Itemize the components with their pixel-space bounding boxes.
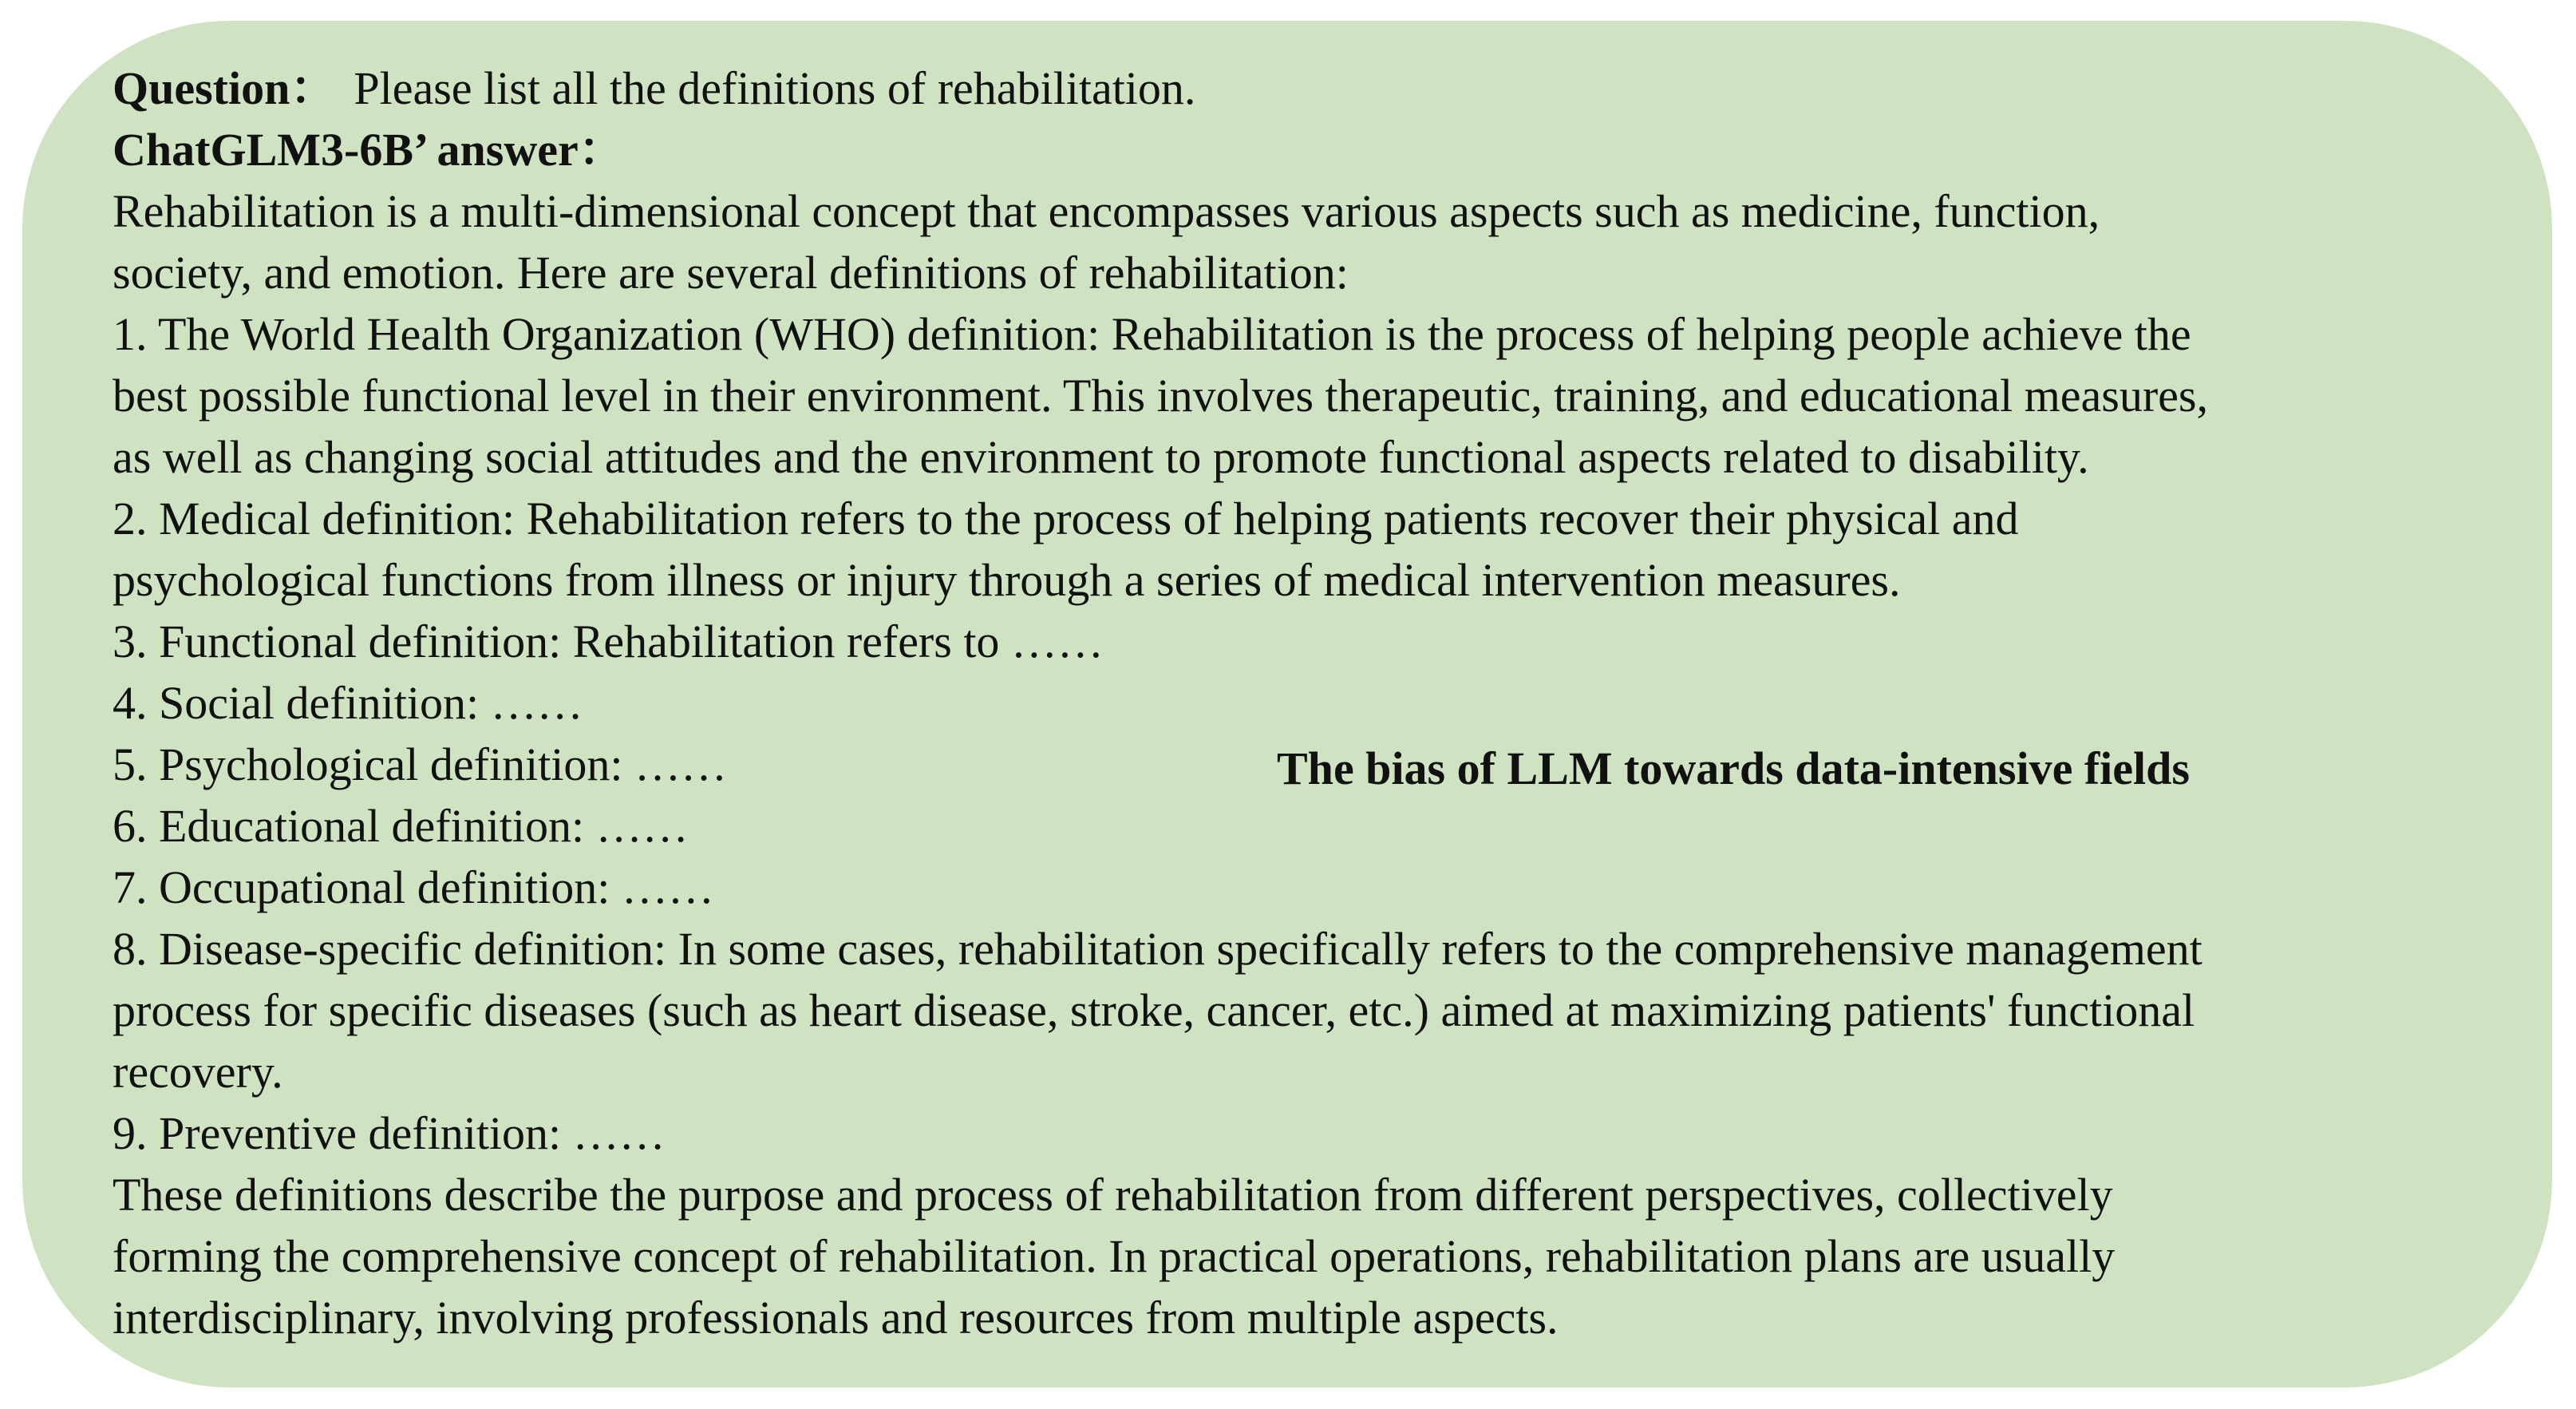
answer-line: recovery.	[113, 1046, 283, 1098]
answer-line: 4. Social definition: ……	[113, 677, 583, 729]
answer-line: process for specific diseases (such as heart disease, stroke, cancer, etc.) aimed at maximizing patients' functional	[113, 984, 2195, 1036]
question-line	[113, 57, 2499, 119]
answer-label: ChatGLM3-6B’ answer：	[113, 124, 625, 176]
question-text: Please list all the definitions of rehabilitation.	[354, 62, 1196, 114]
answer-line: 6. Educational definition: ……	[113, 800, 689, 852]
answer-line: 7. Occupational definition: ……	[113, 861, 714, 913]
answer-line: 8. Disease-specific definition: In some cases, rehabilitation specifically refers to the comprehensive management	[113, 923, 2203, 975]
question-label: Question：	[113, 62, 337, 114]
answer-line: forming the comprehensive concept of rehabilitation. In practical operations, rehabilitation plans are usually	[113, 1230, 2116, 1282]
answer-line: 9. Preventive definition: ……	[113, 1107, 666, 1159]
qa-content	[113, 57, 2499, 1348]
answer-line: best possible functional level in their environment. This involves therapeutic, training, and educational measures,	[113, 370, 2208, 422]
answer-line: psychological functions from illness or injury through a series of medical intervention measures.	[113, 554, 1901, 606]
answer-line: 5. Psychological definition: ……	[113, 738, 728, 790]
answer-line: Rehabilitation is a multi-dimensional concept that encompasses various aspects such as medicine, function,	[113, 185, 2100, 237]
answer-line: 1. The World Health Organization (WHO) definition: Rehabilitation is the process of helping people achieve the	[113, 308, 2191, 360]
answer-line: These definitions describe the purpose and process of rehabilitation from different perspectives, collectively	[113, 1169, 2113, 1221]
answer-line: as well as changing social attitudes and the environment to promote functional aspects related to disability.	[113, 431, 2089, 483]
answer-line: interdisciplinary, involving professionals and resources from multiple aspects.	[113, 1292, 1559, 1344]
answer-line: 3. Functional definition: Rehabilitation refers to ……	[113, 615, 1104, 667]
bias-annotation: The bias of LLM towards data-intensive fields	[1277, 742, 2190, 794]
answer-line: 2. Medical definition: Rehabilitation refers to the process of helping patients recover their physical and	[113, 493, 2019, 544]
answer-line: society, and emotion. Here are several definitions of rehabilitation:	[113, 247, 1349, 299]
